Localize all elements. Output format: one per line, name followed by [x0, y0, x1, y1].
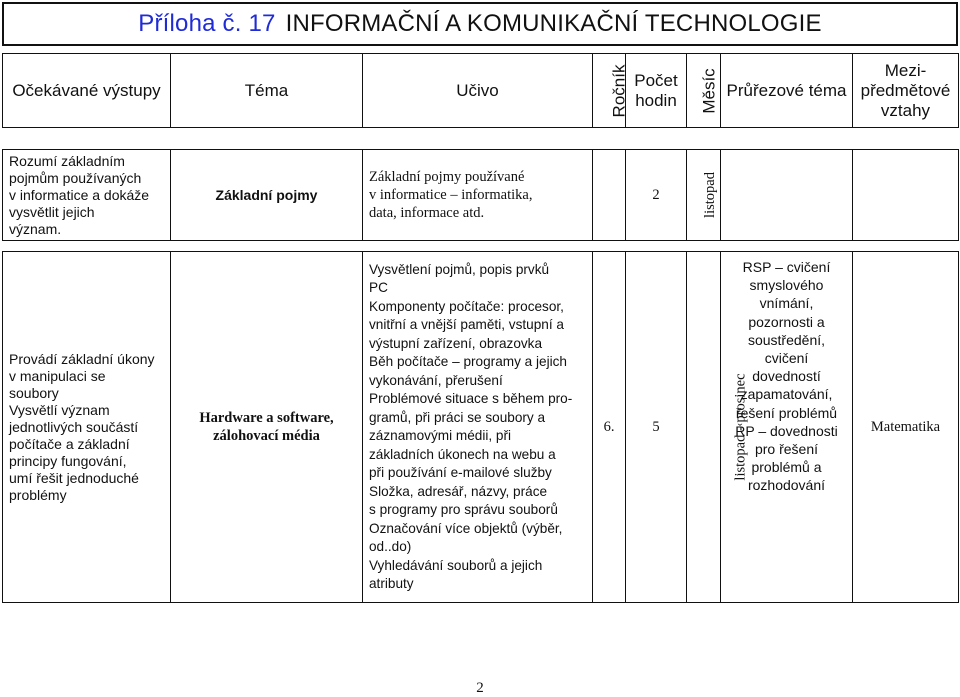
text-line: Hardware a software,	[199, 410, 334, 426]
header-year: Ročník	[593, 54, 626, 128]
text-line: Vysvětlení pojmů, popis prvků	[369, 261, 550, 277]
table-row	[2, 251, 959, 603]
text-line: od..do)	[369, 539, 412, 554]
text-line: problémů a	[751, 459, 822, 476]
text-line: v informatice – informatika,	[369, 187, 533, 203]
outcomes-cell	[3, 150, 171, 241]
header-hours: Počet hodin	[626, 54, 687, 128]
appendix-label: Příloha č. 17	[138, 10, 276, 37]
text-line: ŘP – dovednosti	[735, 422, 838, 439]
text-line: Složka, adresář, názvy, práce	[369, 483, 548, 499]
text-line: RSP – cvičení	[742, 259, 831, 275]
month-cell: listopad	[687, 150, 721, 241]
text-line: Problémové situace s během pro-	[369, 391, 573, 406]
text-line: problémy	[9, 486, 67, 503]
text-line: při používání e-mailové služby	[369, 465, 552, 480]
text-line: Komponenty počítače: procesor,	[369, 298, 564, 314]
relations-cell: Matematika	[853, 252, 959, 603]
document-title	[2, 2, 958, 46]
text-line: zálohovací média	[213, 428, 320, 444]
text-line: s programy pro správu souborů	[369, 502, 558, 517]
relations-cell	[853, 150, 959, 241]
content-cell	[363, 252, 593, 603]
text-line: Označování více objektů (výběr,	[369, 520, 563, 536]
text-line: atributy	[369, 576, 414, 591]
text-line: Běh počítače – programy a jejich	[369, 354, 567, 369]
content-cell	[363, 150, 593, 241]
text-line: vnitřní a vnější paměti, vstupní a	[369, 317, 564, 332]
header-table	[2, 53, 959, 128]
header-content: Učivo	[363, 54, 593, 128]
text-line: pro řešení	[754, 441, 819, 458]
hours-cell: 5	[626, 252, 687, 603]
header-topic: Téma	[171, 54, 363, 128]
text-line: význam.	[9, 220, 62, 237]
header-outcomes: Očekávané výstupy	[3, 54, 171, 128]
text-line: dovedností	[752, 368, 821, 385]
page-number: 2	[476, 680, 484, 696]
outcomes-cell	[3, 252, 171, 603]
year-cell: 6.	[593, 252, 626, 603]
hours-cell: 2	[626, 150, 687, 241]
text-line: soustředění,	[747, 331, 826, 348]
topic-cell: Základní pojmy	[171, 150, 363, 241]
text-line: zapamatování,	[740, 386, 833, 403]
subject-title: INFORMAČNÍ A KOMUNIKAČNÍ TECHNOLOGIE	[285, 10, 822, 37]
header-relations: Mezi- předmětové vztahy	[853, 54, 959, 128]
text-line: PC	[369, 280, 388, 295]
text-line: Vysvětlí význam	[9, 401, 110, 418]
table-row	[2, 149, 959, 241]
text-line: Základní pojmy používané	[369, 169, 525, 185]
text-line: Provádí základní úkony	[9, 350, 155, 367]
text-line: vysvětlit jejich	[9, 203, 95, 220]
text-line: základních úkonech na webu a	[369, 446, 556, 462]
text-line: řešení problémů	[735, 404, 838, 421]
month-cell: listopad - prosinec	[687, 252, 721, 603]
text-line: vnímání,	[759, 295, 814, 312]
text-line: rozhodování	[747, 477, 826, 494]
text-line: výstupní zařízení, obrazovka	[369, 335, 543, 351]
text-line: vykonávání, přerušení	[369, 372, 503, 388]
text-line: cvičení	[764, 350, 809, 367]
text-line: Rozumí základním	[9, 152, 125, 169]
cross-topic-cell	[721, 150, 853, 241]
text-line: Vyhledávání souborů a jejich	[369, 557, 543, 573]
text-line: principy fungování,	[9, 452, 127, 469]
text-line: počítače a základní	[9, 435, 130, 452]
text-line: pojmům používaných	[9, 169, 142, 186]
text-line: umí řešit jednoduché	[9, 469, 139, 486]
text-line: záznamovými médii, při	[369, 428, 512, 443]
text-line: pozornosti a	[748, 313, 825, 330]
text-line: v informatice a dokáže	[9, 186, 150, 203]
text-line: gramů, při práci se soubory a	[369, 409, 546, 425]
text-line: data, informace atd.	[369, 205, 485, 221]
text-line: v manipulaci se	[9, 367, 106, 384]
topic-cell	[171, 252, 363, 603]
header-cross-topic: Průřezové téma	[721, 54, 853, 128]
text-line: smyslového	[749, 277, 824, 294]
text-line: jednotlivých součástí	[9, 418, 139, 435]
text-line: soubory	[9, 384, 59, 401]
year-cell	[593, 150, 626, 241]
header-month: Měsíc	[687, 54, 721, 128]
